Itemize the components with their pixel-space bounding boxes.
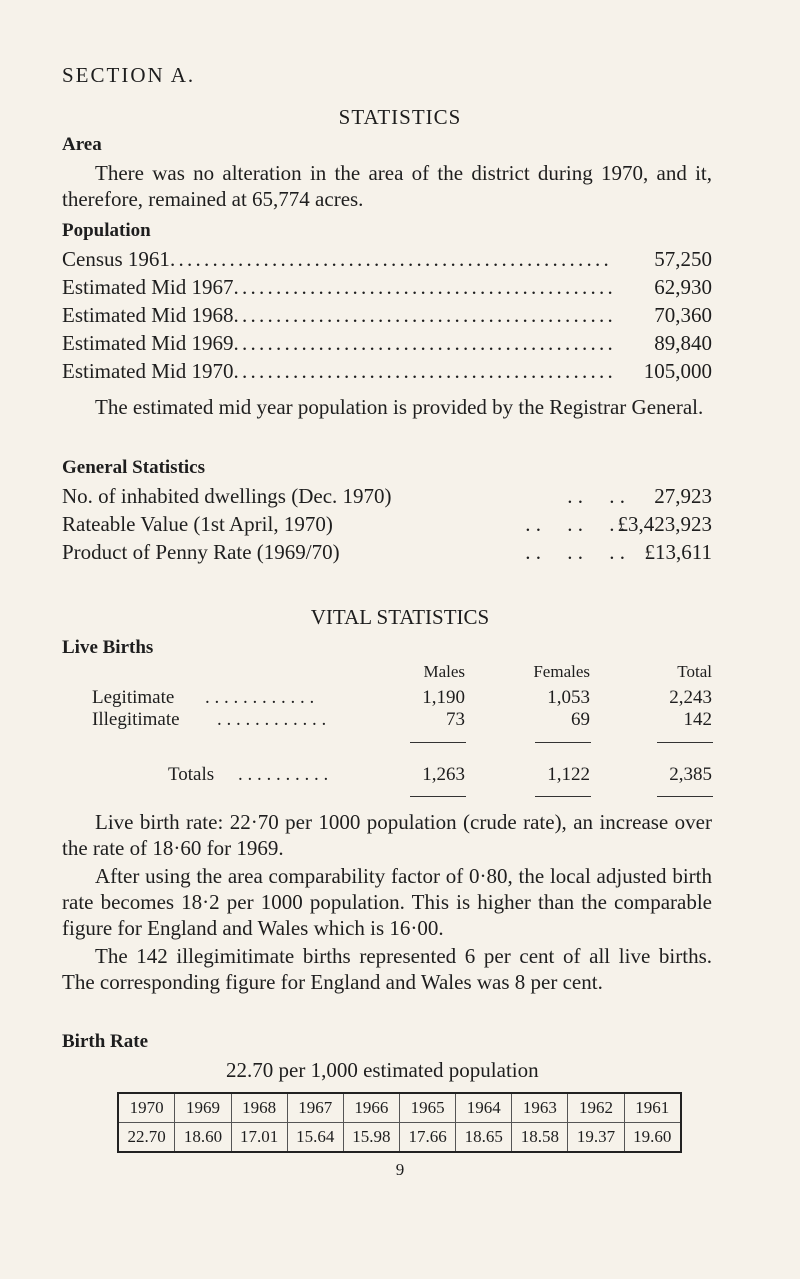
paragraph-birth-rate: Live birth rate: 22·70 per 1000 population (crude rate), an increase over the rate of 18·60 for 1969.: [62, 810, 712, 860]
rule: [535, 742, 591, 743]
general-dots: . . . . . .: [525, 512, 625, 536]
row-label: Illegitimate: [92, 709, 180, 730]
rate-cell: 19.60: [624, 1123, 681, 1153]
rate-cell: 18.60: [175, 1123, 231, 1153]
general-dots: . . . . . .: [525, 540, 625, 564]
general-label: No. of inhabited dwellings (Dec. 1970): [62, 484, 392, 508]
leader-dots: . . . . . . . . . . . .: [217, 709, 327, 730]
rate-cell: 17.66: [399, 1123, 455, 1153]
population-value: 105,000: [643, 359, 712, 383]
year-cell: 1962: [568, 1093, 624, 1123]
cell-value: 73: [446, 709, 465, 730]
rate-cell: 17.01: [231, 1123, 287, 1153]
year-cell: 1968: [231, 1093, 287, 1123]
rule: [410, 742, 466, 743]
column-header: Males: [423, 662, 465, 681]
general-label: Rateable Value (1st April, 1970): [62, 512, 333, 536]
total-value: 1,122: [547, 764, 590, 785]
population-label: Estimated Mid 1967: [62, 275, 234, 299]
rate-cell: 19.37: [568, 1123, 624, 1153]
column-header: Total: [677, 662, 712, 681]
column-header: Females: [533, 662, 590, 681]
general-label: Product of Penny Rate (1969/70): [62, 540, 340, 564]
population-label: Estimated Mid 1970: [62, 359, 234, 383]
paragraph-adjusted: After using the area comparability factor of 0·80, the local adjusted birth rate becomes 18·2 per 1000 population. This is higher than the comparable figure for England and Wales which is 16·00.: [62, 864, 712, 940]
cell-value: 69: [571, 709, 590, 730]
leader-dots: [234, 302, 613, 328]
general-dots: . . . .: [567, 484, 625, 508]
vital-title: VITAL STATISTICS: [310, 605, 490, 629]
total-value: 1,263: [422, 764, 465, 785]
year-cell: 1963: [512, 1093, 568, 1123]
leader-dots: [170, 246, 612, 272]
leader-dots: . . . . . . . . . .: [238, 764, 329, 785]
population-heading: Population: [62, 220, 151, 241]
cell-value: 142: [683, 709, 712, 730]
general-heading: General Statistics: [62, 457, 206, 478]
cell-value: 2,243: [669, 687, 712, 708]
population-value: 57,250: [654, 247, 712, 271]
population-value: 70,360: [654, 303, 712, 327]
section-label: SECTION A.: [62, 63, 196, 87]
population-value: 89,840: [654, 331, 712, 355]
population-label: Estimated Mid 1969: [62, 331, 234, 355]
rule: [535, 796, 591, 797]
totals-label: Totals: [168, 764, 215, 785]
page-title: STATISTICS: [338, 105, 462, 129]
leader-dots: [234, 274, 613, 300]
population-row: [62, 274, 712, 300]
rate-cell: 18.65: [456, 1123, 512, 1153]
population-row: [62, 246, 712, 272]
total-value: 2,385: [669, 764, 712, 785]
year-cell: 1964: [456, 1093, 512, 1123]
population-label: Estimated Mid 1968: [62, 303, 234, 327]
leader-dots: [234, 358, 613, 384]
general-value: £13,611: [644, 540, 712, 564]
general-value: 27,923: [654, 484, 712, 508]
rate-cell: 15.64: [287, 1123, 343, 1153]
year-cell: 1961: [624, 1093, 681, 1123]
population-label: Census 1961: [62, 247, 170, 271]
population-value: 62,930: [654, 275, 712, 299]
population-row: [62, 358, 712, 384]
year-cell: 1966: [343, 1093, 399, 1123]
page-number: 9: [395, 1160, 405, 1179]
population-row: [62, 330, 712, 356]
area-text: There was no alteration in the area of the district during 1970, and it, therefore, remained at 65,774 acres.: [62, 161, 712, 211]
leader-dots: [234, 330, 613, 356]
rule: [657, 796, 713, 797]
birth-rate-heading: Birth Rate: [62, 1031, 149, 1052]
rule: [410, 796, 466, 797]
cell-value: 1,190: [422, 687, 465, 708]
leader-dots: . . . . . . . . . . . .: [205, 687, 315, 708]
cell-value: 1,053: [547, 687, 590, 708]
year-cell: 1969: [175, 1093, 231, 1123]
year-cell: 1970: [118, 1093, 175, 1123]
birth-rate-table: [117, 1092, 682, 1153]
rate-cell: 22.70: [118, 1123, 175, 1153]
rate-cell: 18.58: [512, 1123, 568, 1153]
rate-cell: 15.98: [343, 1123, 399, 1153]
birth-rate-subtitle: 22.70 per 1,000 estimated population: [226, 1058, 539, 1082]
general-value: £3,423,923: [617, 512, 712, 536]
paragraph-illegitimate: The 142 illegimitimate births represented 6 per cent of all live births. The corresponding figure for England and Wales was 8 per cent.: [62, 944, 712, 994]
population-note: The estimated mid year population is provided by the Registrar General.: [95, 395, 704, 419]
rule: [657, 742, 713, 743]
population-row: [62, 302, 712, 328]
row-label: Legitimate: [92, 687, 175, 708]
live-births-heading: Live Births: [62, 637, 154, 658]
area-heading: Area: [62, 134, 102, 155]
year-cell: 1965: [399, 1093, 455, 1123]
year-cell: 1967: [287, 1093, 343, 1123]
